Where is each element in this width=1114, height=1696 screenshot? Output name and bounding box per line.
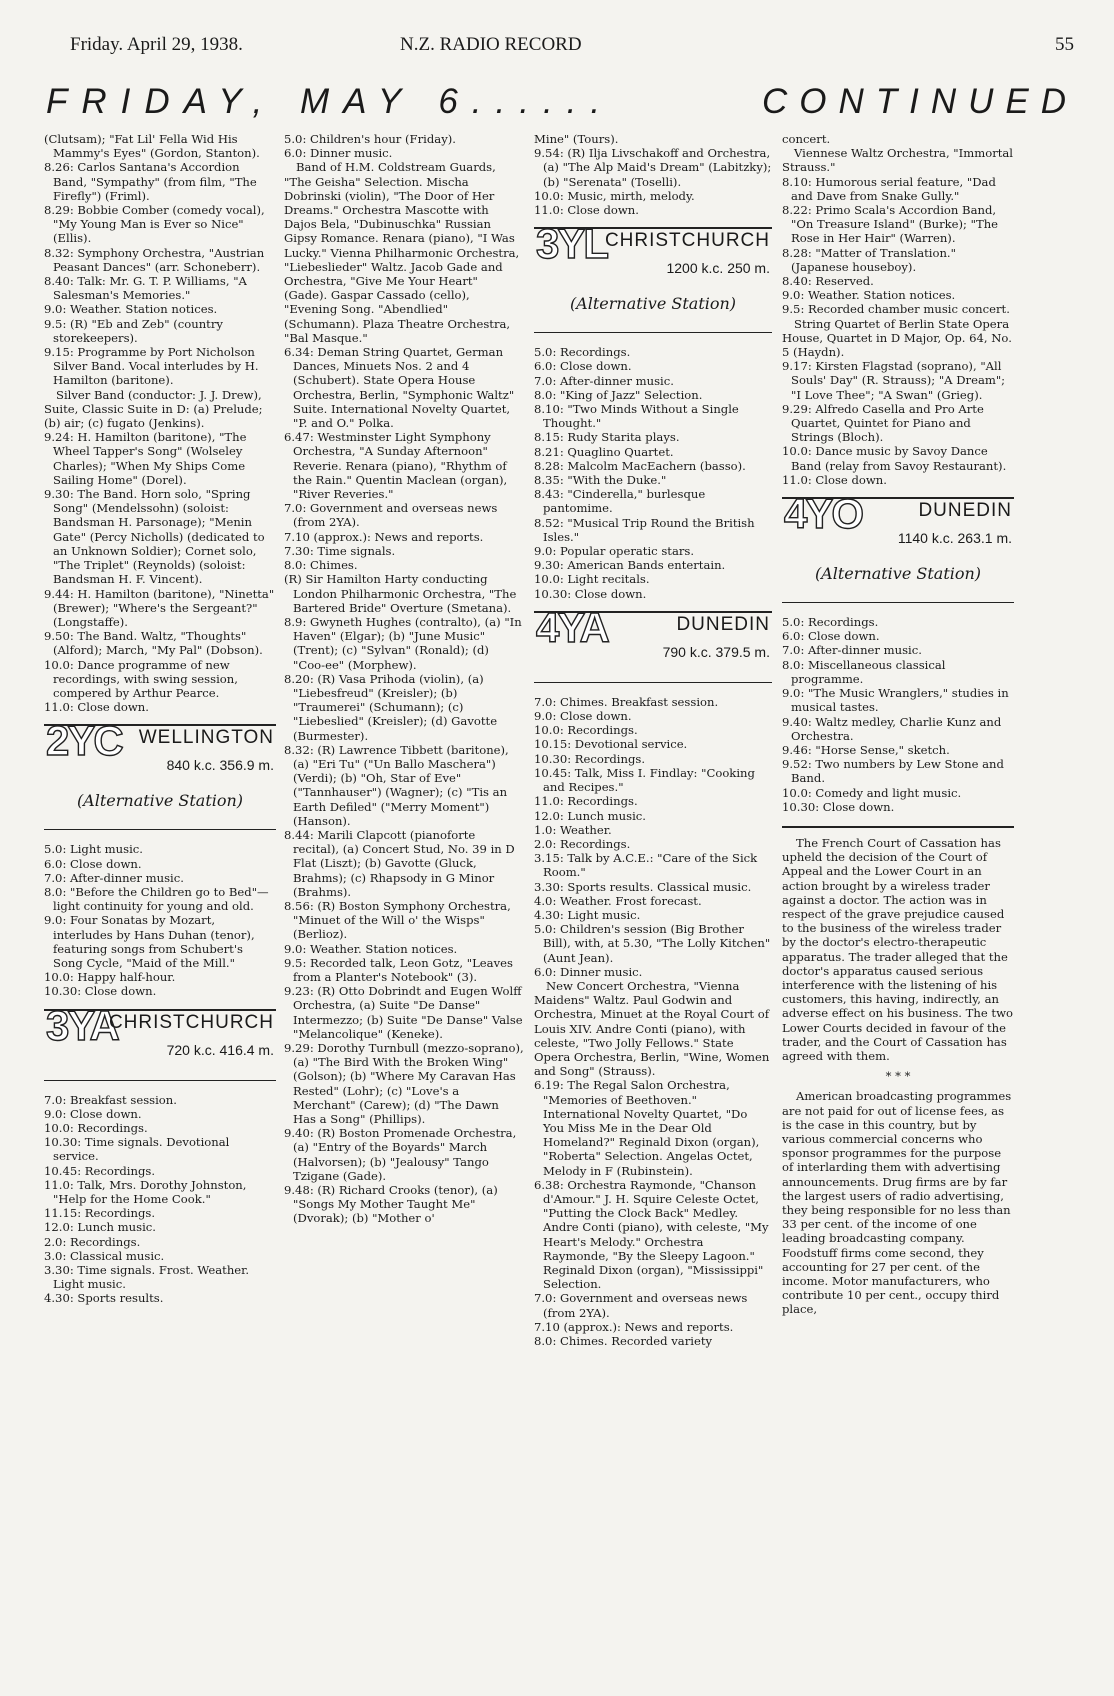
programme-entry: 9.15: Programme by Port Nicholson Silver Band. Vocal interludes by H. Hamilton (baritone). xyxy=(44,345,259,388)
programme-entry: 10.0: Recordings. xyxy=(534,723,638,738)
programme-entry: 9.0: Close down. xyxy=(534,709,632,724)
programme-entry: 10.0: Light recitals. xyxy=(534,572,650,587)
programme-entry: 8.56: (R) Boston Symphony Orchestra, "Minuet of the Will o' the Wisps" (Berlioz). xyxy=(284,898,511,942)
programme-entry: 7.0: After-dinner music. xyxy=(534,373,674,388)
programme-entry: 4.30: Light music. xyxy=(534,907,641,922)
programme-entry: 9.5: (R) "Eb and Zeb" (country storekeepers). xyxy=(44,316,223,345)
programme-entry: 9.23: (R) Otto Dobrindt and Eugen Wolff Orchestra, (a) Suite "De Danse" Intermezzo; (b) Suite "De Danse" Valse "Melancolique" (Keneke). xyxy=(284,984,523,1041)
column-3 xyxy=(534,132,772,1348)
programme-entry: 11.15: Recordings. xyxy=(44,1206,156,1221)
programme-entry: 6.0: Close down. xyxy=(534,359,632,374)
col1-listing xyxy=(44,132,276,714)
programme-entry: 8.40: Talk: Mr. G. T. P. Williams, "A Salesman's Memories." xyxy=(44,274,247,303)
programme-entry: 10.0: Dance programme of new recordings, with swing session, compered by Arthur Pearce. xyxy=(44,657,238,700)
col2-listing xyxy=(284,132,524,1226)
col3-listing-2 xyxy=(534,345,772,601)
programme-entry: 8.28: "Matter of Translation." (Japanese houseboy). xyxy=(782,245,956,274)
programme-entry: 9.52: Two numbers by Lew Stone and Band. xyxy=(782,757,1004,786)
programme-entry: 9.0: Popular operatic stars. xyxy=(534,544,695,559)
programme-entry: 8.21: Quaglino Quartet. xyxy=(534,444,674,459)
programme-entry: 6.38: Orchestra Raymonde, "Chanson d'Amour." J. H. Squire Celeste Octet, "Putting the Clock Back" Medley. Andre Conti (piano), with celeste, "My Heart's Melody." Orchestra Raymonde, "By the Sleepy Lagoon." Reginald Dixon (organ), "Mississippi" Selection. xyxy=(534,1177,769,1292)
programme-entry: 9.29: Alfredo Casella and Pro Arte Quartet, Quintet for Piano and Strings (Bloch). xyxy=(782,401,984,445)
programme-entry: 8.0: Chimes. Recorded variety xyxy=(534,1334,713,1349)
programme-entry: 9.24: H. Hamilton (baritone), "The Wheel Tapper's Song" (Wolseley Charles); "When My Ships Come Sailing Home" (Dorel). xyxy=(44,430,247,487)
programme-entry: 4.30: Sports results. xyxy=(44,1291,164,1306)
station-frequency: 790 k.c. 379.5 m. xyxy=(662,643,770,660)
issue-date: Friday. April 29, 1938. xyxy=(70,34,243,55)
programme-entry: 8.0: "Before the Children go to Bed"—light continuity for young and old. xyxy=(44,884,269,914)
programme-entry: 6.34: Deman String Quartet, German Dances, Minuets Nos. 2 and 4 (Schubert). State Opera House Orchestra, Berlin, "Symphonic Waltz" Suite. International Novelty Quartet, "P. and O." Polka. xyxy=(284,345,515,431)
programme-entry: 8.32: (R) Lawrence Tibbett (baritone), (a) "Eri Tu" ("Un Ballo Maschera") (Verdi); (b) "Oh, Star of Eve" ("Tannhauser") (Wagner); (c) "Tis an Earth Defiled" ("Merry Moment") (Hanson). xyxy=(284,742,509,828)
programme-entry: 10.30: Close down. xyxy=(782,799,895,814)
programme-entry: (R) Sir Hamilton Harty conducting London Philharmonic Orchestra, "The Bartered Bride" Overture (Smetana). xyxy=(284,572,517,615)
programme-entry: 9.5: Recorded chamber music concert. xyxy=(782,302,1010,317)
station-city: CHRISTCHURCH xyxy=(108,1011,274,1033)
column-rule xyxy=(782,826,1014,828)
programme-entry: 10.45: Talk, Miss I. Findlay: "Cooking and Recipes." xyxy=(534,765,755,795)
station-alternative: (Alternative Station) xyxy=(76,791,244,811)
programme-entry: New Concert Orchestra, "Vienna Maidens" Waltz. Paul Godwin and Orchestra, Minuet at the Royal Court of Louis XIV. Andre Conti (piano), with celeste, "Two Jolly Fellows." State Opera Orchestra, Berlin, "Wine, Women and Song" (Strauss). xyxy=(534,978,770,1079)
column-2 xyxy=(284,132,524,1226)
programme-entry: 6.0: Close down. xyxy=(44,856,142,871)
programme-entry: 8.40: Reserved. xyxy=(782,274,874,289)
programme-entry: 3.15: Talk by A.C.E.: "Care of the Sick Room." xyxy=(534,851,758,880)
programme-entry: 11.0: Close down. xyxy=(534,203,639,218)
programme-entry: 10.15: Devotional service. xyxy=(534,737,688,752)
col1-listing-3 xyxy=(44,1093,276,1306)
programme-entry: 7.10 (approx.): News and reports. xyxy=(284,529,484,544)
programme-entry: 8.35: "With the Duke." xyxy=(534,473,667,488)
programme-entry: 7.10 (approx.): News and reports. xyxy=(534,1319,734,1334)
programme-entry: 5.0: Recordings. xyxy=(782,615,879,630)
programme-entry: Viennese Waltz Orchestra, "Immortal Strauss." xyxy=(782,146,1014,175)
programme-entry: 3.30: Time signals. Frost. Weather. Light music. xyxy=(44,1263,250,1292)
programme-entry: 12.0: Lunch music. xyxy=(44,1220,156,1235)
station-call-sign: 2YC xyxy=(46,717,122,765)
programme-entry: 10.30: Time signals. Devotional service. xyxy=(44,1135,230,1164)
programme-entry: 9.0: "The Music Wranglers," studies in musical tastes. xyxy=(782,686,1009,715)
programme-entry: 9.50: The Band. Waltz, "Thoughts" (Alford); March, "My Pal" (Dobson). xyxy=(44,629,263,658)
programme-entry: 10.30: Close down. xyxy=(44,984,157,999)
programme-entry: 9.48: (R) Richard Crooks (tenor), (a) "Songs My Mother Taught Me" (Dvorak); (b) "Mother o' xyxy=(284,1183,498,1226)
station-city: CHRISTCHURCH xyxy=(604,230,770,252)
station-frequency: 840 k.c. 356.9 m. xyxy=(166,757,274,774)
programme-entry: 11.0: Close down. xyxy=(44,700,149,715)
programme-entry: 10.0: Dance music by Savoy Dance Band (relay from Savoy Restaurant). xyxy=(782,444,1007,473)
programme-entry: 6.47: Westminster Light Symphony Orchestra, "A Sunday Afternoon" Reverie. Renara (piano), "Rhythm of the Rain." Quentin Maclean (organ), "River Reveries." xyxy=(284,430,508,502)
programme-entry: 8.0: "King of Jazz" Selection. xyxy=(534,387,703,402)
station-2yc xyxy=(44,717,276,830)
station-call-sign: 3YL xyxy=(536,220,608,268)
station-4ya xyxy=(534,603,772,683)
col3-listing-3 xyxy=(534,695,772,1348)
programme-entry: 10.0: Comedy and light music. xyxy=(782,785,962,800)
programme-entry: 7.0: After-dinner music. xyxy=(782,643,922,658)
programme-entry: 9.46: "Horse Sense," sketch. xyxy=(782,742,950,757)
programme-entry: String Quartet of Berlin State Opera House, Quartet in D Major, Op. 64, No. 5 (Haydn). xyxy=(782,316,1012,360)
programme-entry: 9.0: Weather. Station notices. xyxy=(44,302,218,317)
programme-entry: 8.22: Primo Scala's Accordion Band, "On Treasure Island" (Burke); "The Rose in Her Hair" (Warren). xyxy=(782,203,999,246)
programme-entry: 9.17: Kirsten Flagstad (soprano), "All Souls' Day" (R. Strauss); "A Dream"; "I Love Thee"; "A Swan" (Grieg). xyxy=(782,359,1006,402)
article-american-broadcasting: American broadcasting programmes are not paid for out of license fees, as is the case in this country, but by various commercial concerns who sponsor programmes for the purpose of interlarding them with advertising announcements. Drug firms are by far the largest users of radio advertising, they being responsible for no less than 33 per cent. of the income of one leading broadcasting company. Foodstuff firms come second, they accounting for 27 per cent. of the income. Motor manufacturers, who contribute 10 per cent., occupy third place, xyxy=(782,1089,1012,1317)
programme-entry: 7.0: Government and overseas news (from 2YA). xyxy=(534,1291,748,1320)
programme-entry: 4.0: Weather. Frost forecast. xyxy=(534,893,702,908)
programme-entry: 10.30: Close down. xyxy=(534,586,647,601)
programme-entry: 8.10: Humorous serial feature, "Dad and Dave from Snake Gully." xyxy=(782,174,996,203)
programme-entry: 8.20: (R) Vasa Prihoda (violin), (a) "Liebesfreud" (Kreisler); (b) "Traumerei" (Schumann); (c) "Liebeslied" (Kreisler); (d) Gavotte (Burmester). xyxy=(284,671,498,743)
programme-entry: 7.30: Time signals. xyxy=(284,543,396,558)
programme-entry: 10.30: Recordings. xyxy=(534,751,646,766)
programme-entry: 10.0: Music, mirth, melody. xyxy=(534,188,695,203)
programme-entry: 7.0: After-dinner music. xyxy=(44,870,184,885)
programme-entry: 9.40: (R) Boston Promenade Orchestra, (a) "Entry of the Boyards" March (Halvorsen); (b) "Jealousy" Tango Tzigane (Gade). xyxy=(284,1126,517,1183)
station-3yl xyxy=(534,220,772,333)
programme-entry: 6.0: Dinner music. xyxy=(284,146,393,161)
programme-entry: 9.29: Dorothy Turnbull (mezzo-soprano), (a) "The Bird With the Broken Wing" (Golson); (b) "Where My Caravan Has Rested" (Lohr); (c) "Love's a Merchant" (Carew); (d) "The Dawn Has a Song" (Phillips). xyxy=(284,1041,524,1127)
programme-entry: 9.0: Weather. Station notices. xyxy=(284,941,458,956)
programme-entry: 6.0: Close down. xyxy=(782,629,880,644)
station-city: DUNEDIN xyxy=(918,500,1012,522)
programme-entry: 8.9: Gwyneth Hughes (contralto), (a) "In Haven" (Elgar); (b) "June Music" (Trent); (c) "Sylvan" (Ronald); (d) "Coo-ee" (Morphew). xyxy=(284,614,522,672)
programme-entry: concert. xyxy=(782,132,831,146)
station-call-sign: 4YA xyxy=(536,603,608,651)
programme-entry: 9.30: The Band. Horn solo, "Spring Song" (Mendelssohn) (soloist: Bandsman H. Parsonage); "Menin Gate" (Percy Nicholls) (dedicated to an Unknown Soldier); Cornet solo, "The Triplet" (Reynolds) (soloist: Bandsman H. F. Vincent). xyxy=(44,487,265,587)
programme-entry: 9.5: Recorded talk, Leon Gotz, "Leaves from a Planter's Notebook" (3). xyxy=(284,955,513,984)
station-city: WELLINGTON xyxy=(138,727,274,749)
programme-entry: 8.0: Chimes. xyxy=(284,558,358,573)
programme-entry: 8.32: Symphony Orchestra, "Austrian Peasant Dances" (arr. Schoneberr). xyxy=(44,245,265,274)
programme-entry: 8.28: Malcolm MacEachern (basso). xyxy=(534,458,746,473)
station-city: DUNEDIN xyxy=(676,613,770,635)
column-4 xyxy=(782,132,1014,1317)
article-divider: * * * xyxy=(885,1069,911,1084)
station-3ya xyxy=(44,1001,276,1081)
station-frequency: 720 k.c. 416.4 m. xyxy=(166,1041,274,1058)
programme-entry: Band of H.M. Coldstream Guards, "The Geisha" Selection. Mischa Dobrinski (violin), "The Door of Her Dreams." Orchestra Mascotte with Dajos Bela, "Dubinuschka" Russian Gipsy Romance. Renara (piano), "I Was Lucky." Vienna Philharmonic Orchestra, "Liebeslieder" Waltz. Jacob Gade and Orchestra, "Give Me Your Heart" (Gade). Gaspar Cassado (cello), "Evening Song. "Abendlied" (Schumann). Plaza Theatre Orchestra, "Bal Masque." xyxy=(284,160,520,345)
page-header xyxy=(70,34,1074,64)
programme-entry: 9.54: (R) Ilja Livschakoff and Orchestra, (a) "The Alp Maid's Dream" (Labitzky); (b) "Serenata" (Toselli). xyxy=(534,146,772,189)
programme-entry: 11.0: Recordings. xyxy=(534,794,638,809)
col4-listing-2 xyxy=(782,615,1014,814)
station-alternative: (Alternative Station) xyxy=(814,564,982,584)
article-court-cassation: The French Court of Cassation has upheld the decision of the Court of Appeal and the Lower Court in an action brought by a wireless trader against a doctor. The action was in respect of the grave prejudice caused to the business of the wireless trader by the doctor's electro-therapeutic apparatus. The trader alleged that the doctor's apparatus caused serious interference with the listening of his customers, this having, indirectly, an adverse effect on his business. The two Lower Courts decided in favour of the trader, and the Court of Cassation has agreed with them. xyxy=(782,835,1013,1063)
programme-entry: 3.0: Classical music. xyxy=(44,1248,165,1263)
col3-listing xyxy=(534,132,772,217)
programme-entry: 7.0: Chimes. Breakfast session. xyxy=(534,694,719,709)
programme-entry: 9.0: Four Sonatas by Mozart, interludes by Hans Duhan (tenor), featuring songs from Schubert's Song Cycle, "Maid of the Mill." xyxy=(44,913,255,970)
programme-entry: 8.44: Marili Clapcott (pianoforte recital), (a) Concert Stud, No. 39 in D Flat (Liszt); (b) Gavotte (Gluck, Brahms); (c) Rhapsody in G Minor (Brahms). xyxy=(284,827,515,899)
programme-entry: 8.26: Carlos Santana's Accordion Band, "Sympathy" (from film, "The Firefly") (Friml). xyxy=(44,160,257,203)
station-call-sign: 3YA xyxy=(46,1001,118,1049)
programme-entry: 6.0: Dinner music. xyxy=(534,964,643,979)
station-call-sign: 4YO xyxy=(784,490,863,538)
programme-entry: 8.10: "Two Minds Without a Single Thought." xyxy=(534,402,739,431)
programme-entry: Silver Band (conductor: J. J. Drew), Suite, Classic Suite in D: (a) Prelude; (b) air; (c) fugato (Jenkins). xyxy=(44,387,263,431)
station-frequency: 1140 k.c. 263.1 m. xyxy=(897,530,1012,547)
programme-entry: 8.29: Bobbie Comber (comedy vocal), "My Young Man is Ever so Nice" (Ellis). xyxy=(44,203,265,246)
page-number: 55 xyxy=(1055,34,1074,55)
station-frequency: 1200 k.c. 250 m. xyxy=(666,260,770,277)
column-1 xyxy=(44,132,276,1306)
programme-entry: 9.30: American Bands entertain. xyxy=(534,558,726,573)
station-4yo xyxy=(782,490,1014,603)
station-alternative: (Alternative Station) xyxy=(569,294,737,314)
programme-entry: Mine" (Tours). xyxy=(534,132,619,146)
programme-entry: 7.0: Breakfast session. xyxy=(44,1092,177,1107)
programme-entry: 8.43: "Cinderella," burlesque pantomime. xyxy=(534,487,706,516)
banner-day: FRIDAY, MAY 6...... xyxy=(46,82,615,121)
programme-entry: 9.0: Weather. Station notices. xyxy=(782,288,956,303)
programme-entry: (Clutsam); "Fat Lil' Fella Wid His Mammy's Eyes" (Gordon, Stanton). xyxy=(44,132,260,161)
programme-entry: 8.52: "Musical Trip Round the British Isles." xyxy=(534,515,755,544)
programme-entry: 5.0: Children's hour (Friday). xyxy=(284,132,456,146)
programme-entry: 10.45: Recordings. xyxy=(44,1163,156,1178)
programme-entry: 10.0: Recordings. xyxy=(44,1120,148,1135)
programme-entry: 11.0: Talk, Mrs. Dorothy Johnston, "Help for the Home Cook." xyxy=(44,1177,247,1206)
programme-entry: 9.44: H. Hamilton (baritone), "Ninetta" (Brewer); "Where's the Sergeant?" (Longstaffe). xyxy=(44,586,275,629)
programme-entry: 9.0: Close down. xyxy=(44,1106,142,1121)
programme-entry: 5.0: Children's session (Big Brother Bill), with, at 5.30, "The Lolly Kitchen" (Aunt Jean). xyxy=(534,922,771,965)
col1-listing-2 xyxy=(44,842,276,998)
programme-entry: 3.30: Sports results. Classical music. xyxy=(534,879,752,894)
programme-entry: 8.0: Miscellaneous classical programme. xyxy=(782,657,946,686)
programme-entry: 9.40: Waltz medley, Charlie Kunz and Orchestra. xyxy=(782,714,1002,743)
publication-title: N.Z. RADIO RECORD xyxy=(400,34,582,55)
programme-entry: 1.0: Weather. xyxy=(534,822,612,837)
programme-entry: 11.0: Close down. xyxy=(782,472,887,487)
banner-continued: CONTINUED xyxy=(761,82,1078,121)
programme-entry: 2.0: Recordings. xyxy=(44,1234,141,1249)
col4-listing xyxy=(782,132,1014,487)
programme-entry: 6.19: The Regal Salon Orchestra, "Memories of Beethoven." International Novelty Quartet, "Do You Miss Me in the Dear Old Homeland?" Reginald Dixon (organ), "Roberta" Selection. Angelas Octet, Melody in F (Rubinstein). xyxy=(534,1078,760,1178)
programme-entry: 10.0: Happy half-hour. xyxy=(44,970,176,985)
programme-entry: 7.0: Government and overseas news (from 2YA). xyxy=(284,501,498,530)
programme-entry: 5.0: Recordings. xyxy=(534,345,631,360)
programme-entry: 12.0: Lunch music. xyxy=(534,808,646,823)
programme-entry: 8.15: Rudy Starita plays. xyxy=(534,430,680,445)
programme-entry: 5.0: Light music. xyxy=(44,842,143,857)
programme-entry: 2.0: Recordings. xyxy=(534,836,631,851)
day-banner xyxy=(46,82,1078,132)
